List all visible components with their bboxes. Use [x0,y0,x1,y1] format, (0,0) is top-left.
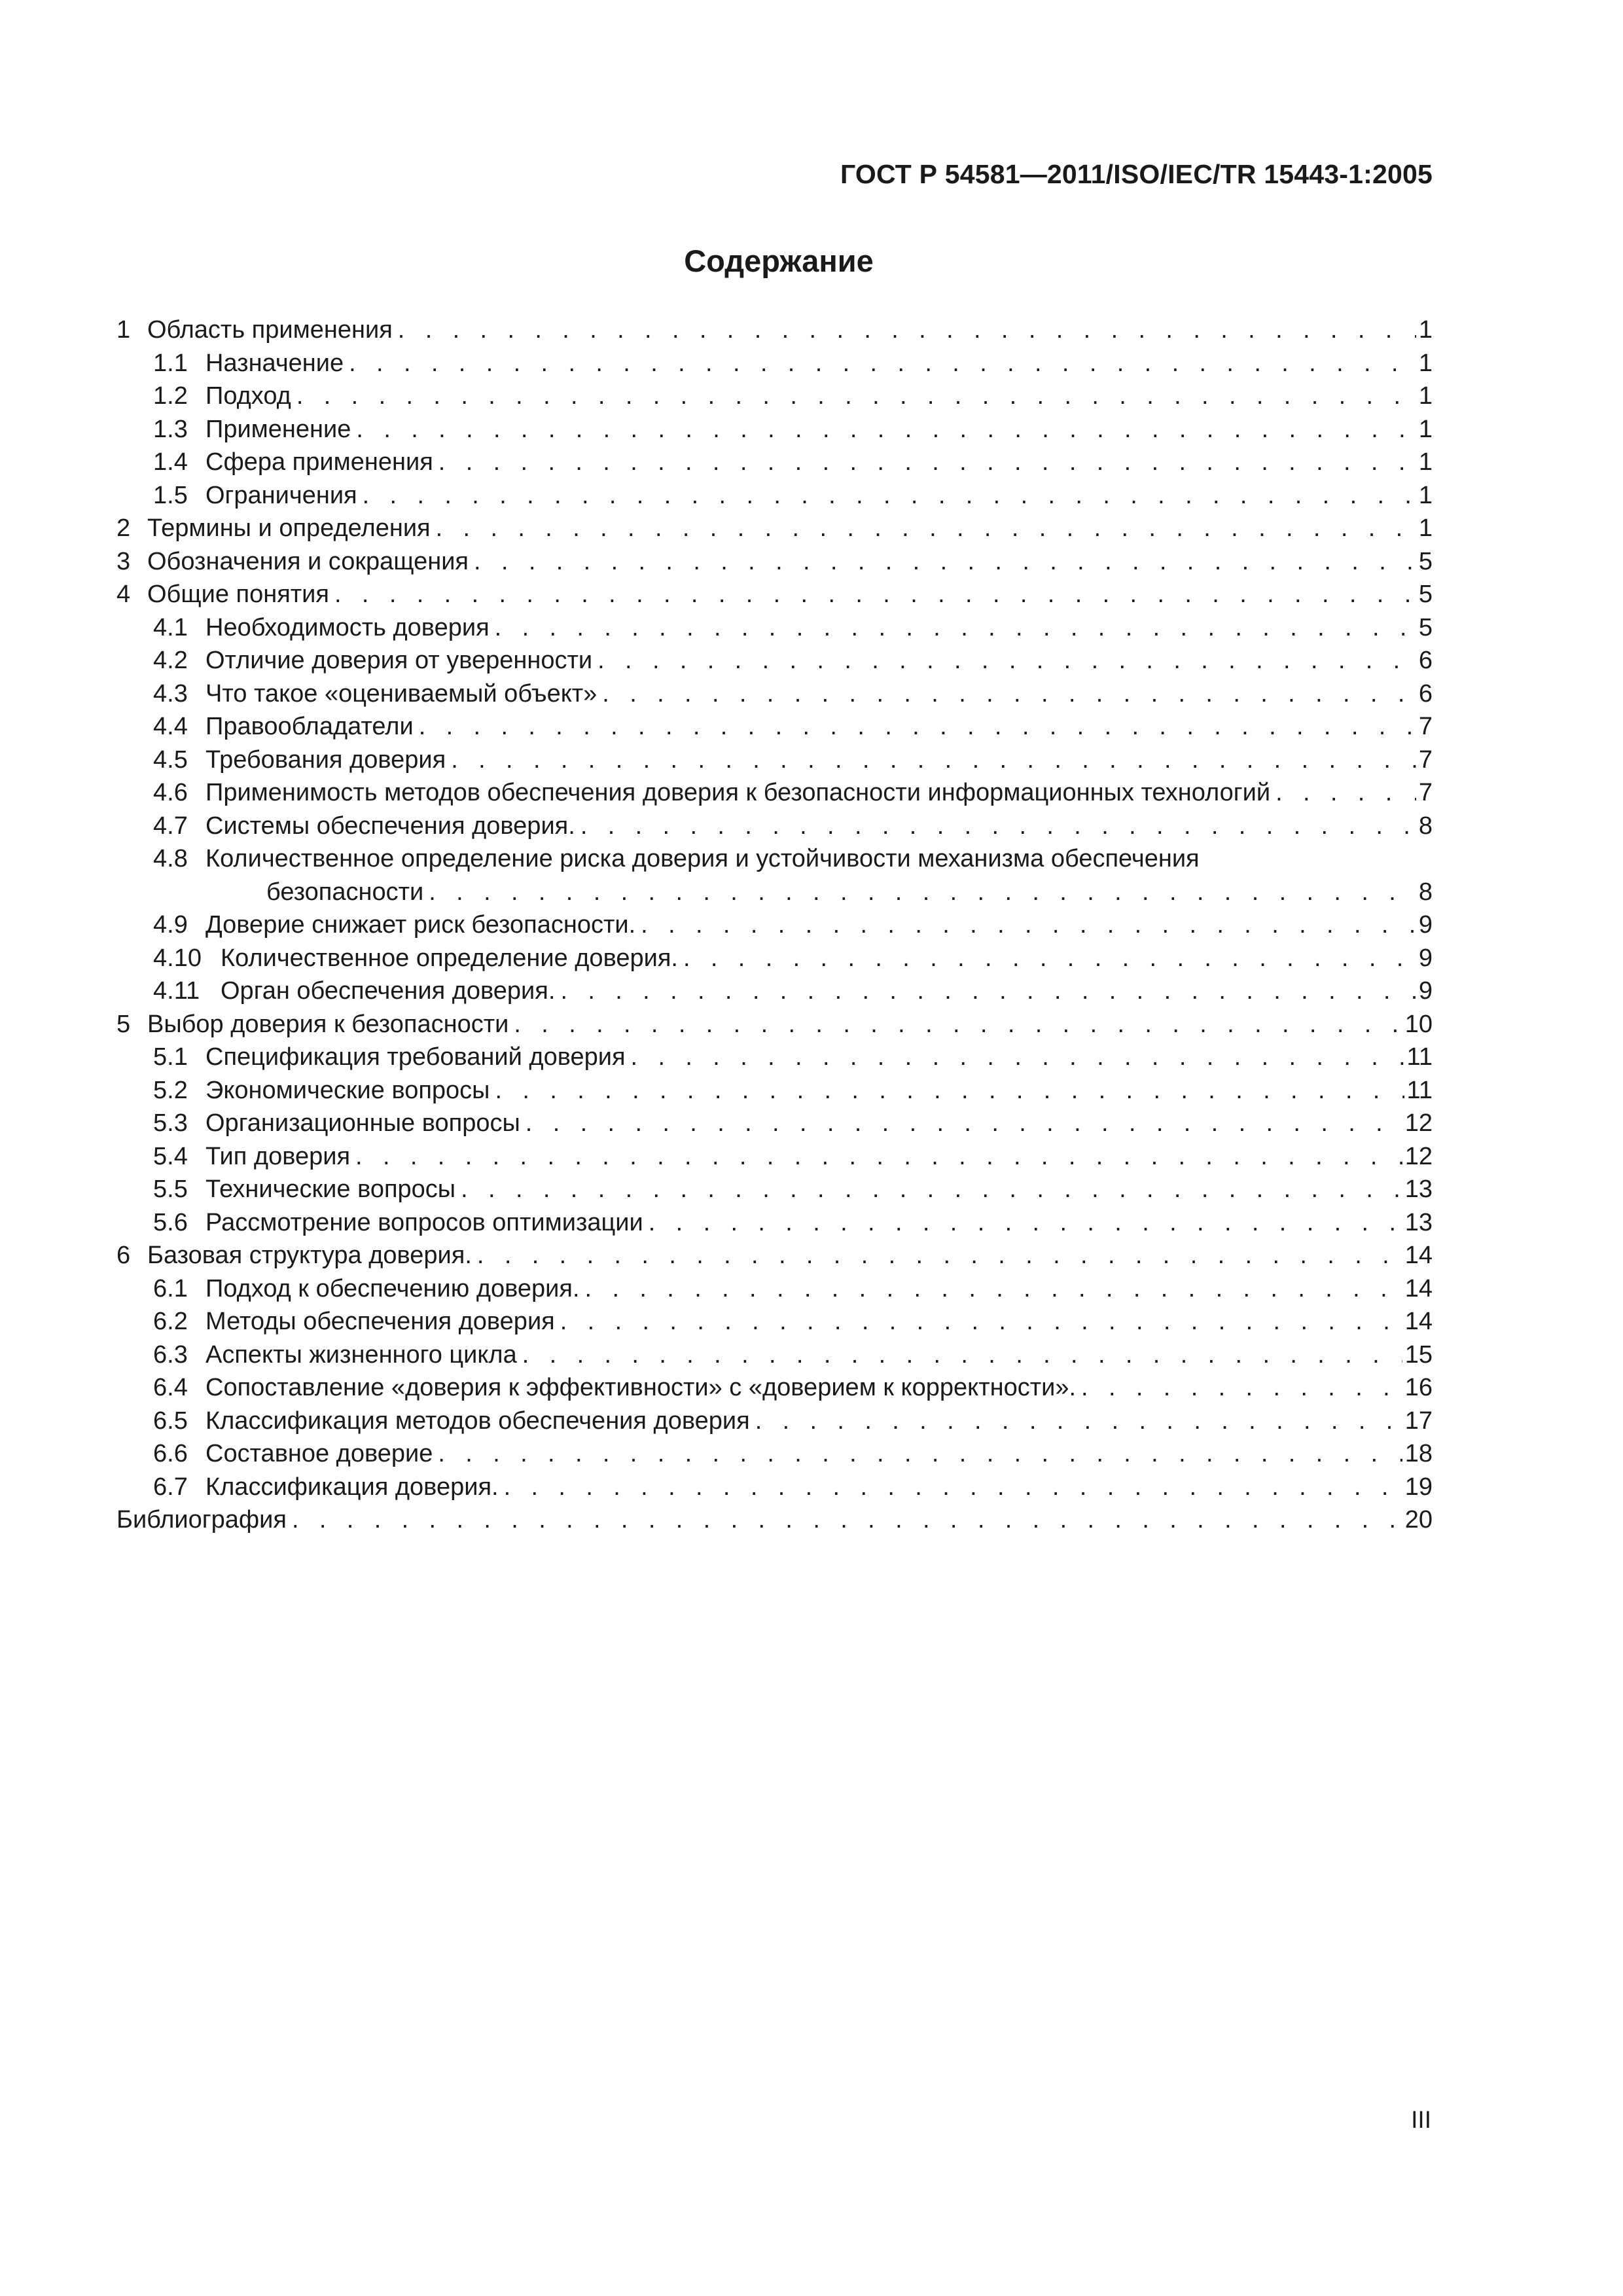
toc-entry-text: Экономические вопросы [205,1076,490,1104]
toc-entry-number: 5 [116,1010,131,1038]
dot-leader [292,1503,1402,1537]
toc-entry[interactable] [116,975,1433,1008]
toc-entry-page: 8 [1418,812,1433,840]
toc-entry-page: 5 [1418,547,1433,575]
toc-entry[interactable] [116,908,1433,942]
dot-leader [560,1305,1402,1338]
page-number: III [1411,2106,1431,2133]
toc-entry[interactable] [116,776,1433,810]
toc-entry-number: 1.1 [153,349,188,377]
toc-entry-page: 1 [1418,382,1433,410]
toc-entry[interactable] [116,1371,1433,1405]
toc-entry-number: 5.5 [153,1175,188,1203]
dot-leader [438,1437,1402,1471]
toc-entry[interactable] [116,545,1433,579]
dot-leader [755,1405,1402,1438]
toc-entry-text: Подход к обеспечению доверия. [205,1274,580,1302]
toc-entry-page: 1 [1418,349,1433,377]
toc-entry[interactable] [116,611,1433,645]
toc-entry-text: Применение [205,415,351,443]
dot-leader [355,1140,1402,1174]
toc-entry-page: 5 [1418,581,1433,608]
dot-leader [649,1206,1402,1240]
dot-leader [349,347,1416,380]
toc-entry-page: 9 [1418,911,1433,939]
toc-entry-number: 1 [116,316,131,344]
toc-entry-number: 6.6 [153,1440,188,1467]
toc-entry[interactable] [116,1239,1433,1272]
toc-entry-text: Аспекты жизненного цикла [205,1340,517,1369]
toc-entry-text: Классификация методов обеспечения доверия [205,1407,750,1435]
toc-entry-number: 6.2 [153,1308,188,1335]
toc-entry[interactable] [116,512,1433,545]
toc-entry-page: 7 [1418,779,1433,806]
toc-entry-number: 4.3 [153,679,188,708]
toc-entry[interactable] [116,314,1433,347]
toc-entry-page: 11 [1406,1076,1433,1104]
dot-leader [580,810,1416,843]
toc-entry[interactable] [116,1338,1433,1372]
dot-leader [585,1272,1402,1306]
toc-entry-page: 14 [1404,1242,1433,1269]
toc-entry-number: 3 [116,547,131,575]
toc-entry-text: Тип доверия [205,1142,351,1170]
toc-entry[interactable] [116,1140,1433,1174]
toc-entry[interactable] [116,1041,1433,1074]
dot-leader [631,1041,1404,1074]
toc-entry-number: 4.10 [153,944,202,972]
dot-leader [356,413,1416,446]
toc-entry-text: Методы обеспечения доверия [205,1308,555,1335]
dot-leader [429,876,1416,909]
toc-entry-text: безопасности [266,878,424,906]
toc-entry-text: Что такое «оцениваемый объект» [205,679,597,708]
dot-leader [477,1239,1402,1272]
toc-entry[interactable] [116,710,1433,744]
toc-entry-number: 4.9 [153,911,188,939]
toc-entry[interactable] [116,942,1433,975]
toc-entry-page: 9 [1418,944,1433,972]
toc-entry-page: 15 [1404,1340,1433,1369]
toc-entry-page: 19 [1404,1473,1433,1501]
dot-leader [438,446,1416,479]
toc-entry-page: 20 [1404,1506,1433,1534]
dot-leader [683,942,1416,975]
toc-entry-number: 5.1 [153,1043,188,1071]
toc-entry-text: Применимость методов обеспечения доверия к безопасности информационных технологий [205,779,1271,806]
toc-entry[interactable] [116,677,1433,711]
dot-leader [474,545,1416,579]
dot-leader [363,479,1416,512]
toc-entry-page: 5 [1418,613,1433,641]
toc-entry[interactable] [116,1503,1433,1537]
toc-entry-text: Доверие снижает риск безопасности. [205,911,636,939]
toc-entry-page: 14 [1404,1308,1433,1335]
toc-entry-number: 6.3 [153,1340,188,1369]
toc-entry[interactable] [116,1272,1433,1306]
dot-leader [504,1471,1402,1504]
toc-entry-page: 18 [1404,1440,1433,1467]
toc-entry[interactable] [116,1008,1433,1041]
toc-entry-text: Сопоставление «доверия к эффективности» с «доверием к корректности». [205,1374,1077,1401]
toc-entry-text: Библиография [116,1506,287,1534]
dot-leader [451,744,1416,777]
dot-leader [514,1008,1402,1041]
toc-entry[interactable] [116,1305,1433,1338]
toc-entry-page: 12 [1404,1142,1433,1170]
toc-entry-text: Область применения [147,316,393,344]
toc-entry[interactable] [116,446,1433,479]
toc-entry-number: 4.6 [153,779,188,806]
toc-entry-number: 1.2 [153,382,188,410]
toc-entry-number: 1.4 [153,448,188,476]
toc-entry-text: Назначение [205,349,344,377]
page-title: Содержание [684,243,874,278]
toc-entry-number: 6.7 [153,1473,188,1501]
toc-entry-page: 14 [1404,1274,1433,1302]
toc-entry-text: Орган обеспечения доверия. [221,977,556,1005]
dot-leader [602,677,1416,711]
toc-entry-number: 6.1 [153,1274,188,1302]
toc-entry-text: Правообладатели [205,713,414,740]
toc-entry[interactable] [116,1405,1433,1438]
toc-entry-number: 5.2 [153,1076,188,1104]
toc-entry-text: Количественное определение риска доверия и устойчивости механизма обеспечения [205,845,1200,872]
dot-leader [1275,776,1416,810]
toc-entry[interactable] [116,842,1433,876]
toc-entry[interactable] [116,1173,1433,1206]
toc-entry-page: 12 [1404,1109,1433,1137]
dot-leader [526,1107,1402,1140]
toc-entry-number: 4.5 [153,745,188,774]
toc-entry-number: 4.2 [153,647,188,674]
dot-leader [597,644,1416,677]
toc-entry-page: 6 [1418,679,1433,708]
toc-entry-text: Составное доверие [205,1440,433,1467]
toc-entry-number: 1.3 [153,415,188,443]
toc-entry-number: 4.4 [153,713,188,740]
toc-entry-number: 4.1 [153,613,188,641]
toc-entry[interactable] [116,1107,1433,1140]
dot-leader [560,975,1416,1008]
toc-entry-text: Базовая структура доверия. [147,1242,472,1269]
toc-entry-text: Отличие доверия от уверенности [205,647,593,674]
toc-entry-number: 1.5 [153,481,188,509]
toc-entry-text: Подход [205,382,291,410]
dot-leader [334,578,1416,611]
toc-entry[interactable] [116,1471,1433,1504]
toc-entry-page: 1 [1418,316,1433,344]
toc-entry[interactable] [116,1074,1433,1107]
dot-leader [419,710,1416,744]
toc-entry[interactable] [116,1437,1433,1471]
toc-entry-text: Выбор доверия к безопасности [147,1010,509,1038]
toc-entry-page: 17 [1404,1407,1433,1435]
toc-entry-text: Спецификация требований доверия [205,1043,626,1071]
toc-entry-number: 6 [116,1242,131,1269]
toc-entry-page: 13 [1404,1175,1433,1203]
toc-entry-page: 1 [1418,415,1433,443]
document-code: ГОСТ Р 54581—2011/ISO/IEC/TR 15443-1:2005 [840,159,1433,189]
toc-entry-text: Сфера применения [205,448,433,476]
toc-entry-number: 5.3 [153,1109,188,1137]
toc-entry-page: 11 [1406,1043,1433,1071]
toc-entry-text: Рассмотрение вопросов оптимизации [205,1208,643,1236]
toc-entry[interactable] [116,578,1433,611]
toc-entry-number: 4.11 [153,977,200,1005]
toc-entry-number: 2 [116,514,131,542]
toc-entry-number: 4.7 [153,812,188,840]
toc-entry-number: 4 [116,581,131,608]
toc-entry-page: 9 [1418,977,1433,1005]
toc-entry-text: Ограничения [205,481,357,509]
toc-entry-text: Организационные вопросы [205,1109,520,1137]
toc-entry-page: 16 [1404,1374,1433,1401]
toc-entry[interactable] [116,347,1433,380]
toc-entry-text: Общие понятия [147,581,329,608]
dot-leader [461,1173,1402,1206]
toc-entry-number: 5.6 [153,1208,188,1236]
toc-entry-text: Классификация доверия. [205,1473,499,1501]
dot-leader [495,611,1416,645]
toc-entry-page: 13 [1404,1208,1433,1236]
toc-entry[interactable] [116,1206,1433,1240]
toc-entry-page: 1 [1418,481,1433,509]
dot-leader [296,380,1416,413]
table-of-contents [116,314,1433,1537]
toc-entry-page: 1 [1418,514,1433,542]
toc-entry-text: Технические вопросы [205,1175,456,1203]
toc-entry[interactable] [116,479,1433,512]
toc-entry-number: 4.8 [153,845,188,872]
toc-entry-number: 6.4 [153,1374,188,1401]
toc-entry-page: 10 [1404,1010,1433,1038]
toc-entry-number: 5.4 [153,1142,188,1170]
toc-entry-page: 6 [1418,647,1433,674]
toc-entry[interactable] [116,744,1433,777]
dot-leader [1081,1371,1402,1405]
toc-entry-page: 1 [1418,448,1433,476]
toc-entry-text: Требования доверия [205,745,446,774]
toc-entry-text: Количественное определение доверия. [221,944,678,972]
dot-leader [522,1338,1402,1372]
toc-entry-page: 7 [1418,713,1433,740]
dot-leader [398,314,1416,347]
toc-entry-text: Системы обеспечения доверия. [205,812,575,840]
toc-entry-continuation[interactable] [116,876,1433,909]
toc-entry[interactable] [116,413,1433,446]
toc-entry-text: Необходимость доверия [205,613,490,641]
toc-entry-page: 7 [1418,745,1433,774]
toc-entry-text: Термины и определения [147,514,431,542]
toc-entry[interactable] [116,810,1433,843]
toc-entry[interactable] [116,644,1433,677]
toc-entry-number: 6.5 [153,1407,188,1435]
dot-leader [495,1074,1404,1107]
toc-entry-page: 8 [1418,878,1433,906]
toc-entry[interactable] [116,380,1433,413]
toc-entry-text: Обозначения и сокращения [147,547,469,575]
dot-leader [436,512,1416,545]
dot-leader [641,908,1416,942]
